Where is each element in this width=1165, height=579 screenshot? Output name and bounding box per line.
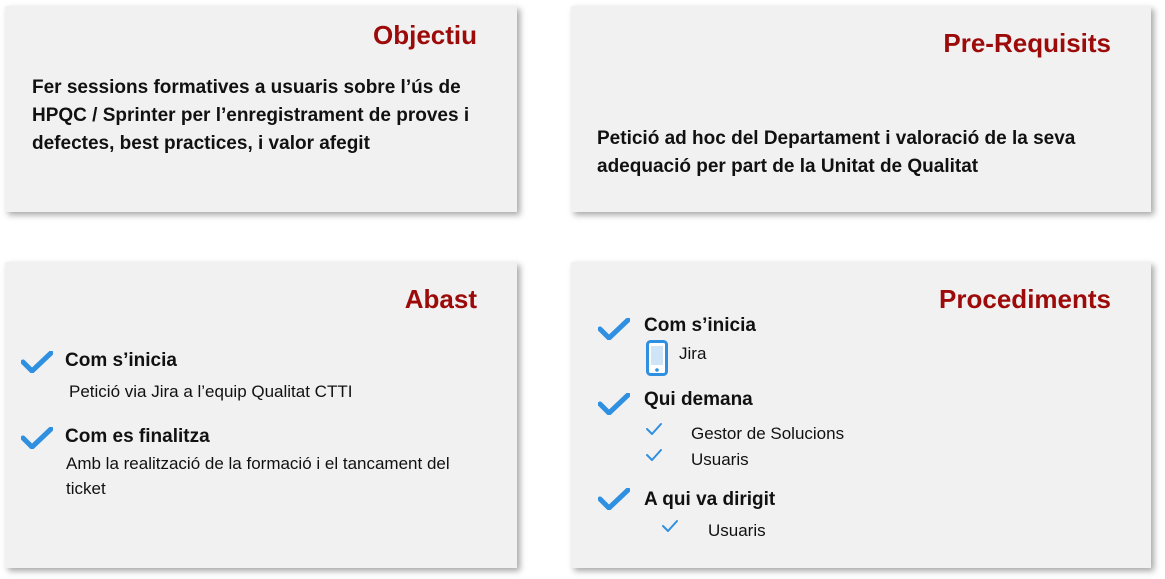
prerequisits-title: Pre-Requisits	[943, 28, 1111, 58]
phone-icon	[646, 340, 668, 376]
check-icon	[21, 427, 53, 449]
check-icon	[661, 519, 679, 533]
abast-item-2-desc: Amb la realització de la formació i el tancament del ticket	[66, 454, 450, 498]
procediments-card	[571, 262, 1151, 568]
check-icon	[21, 351, 53, 373]
proc-item-2-sub-1: Gestor de Solucions	[691, 424, 845, 443]
proc-item-1-sub-1: Jira	[679, 344, 707, 363]
prerequisits-text: Petició ad hoc del Departament i valoració de la seva adequació per part de la Unitat de Qualitat	[597, 128, 1076, 177]
abast-item-2-title: Com es finalitza	[65, 426, 210, 447]
proc-item-3-title: A qui va dirigit	[644, 489, 776, 510]
proc-item-2-sub-2: Usuaris	[691, 450, 749, 469]
objectiu-card	[5, 6, 517, 212]
check-icon	[598, 318, 630, 340]
proc-item-3-sub-1: Usuaris	[708, 521, 766, 540]
prerequisits-card	[571, 6, 1151, 212]
abast-item-1-desc: Petició via Jira a l’equip Qualitat CTTI	[69, 382, 353, 401]
check-icon	[598, 488, 630, 510]
abast-title: Abast	[404, 284, 477, 314]
abast-item-1-title: Com s’inicia	[65, 350, 177, 371]
check-icon	[645, 422, 663, 436]
proc-item-1-title: Com s’inicia	[644, 315, 756, 336]
check-icon	[645, 448, 663, 462]
procediments-title: Procediments	[939, 284, 1111, 314]
objectiu-title: Objectiu	[372, 20, 477, 50]
proc-item-2-title: Qui demana	[644, 389, 753, 410]
objectiu-text: Fer sessions formatives a usuaris sobre l’ús de HPQC / Sprinter per l’enregistrament de proves i defectes, best practices, i valor afegit	[32, 77, 470, 154]
check-icon	[598, 393, 630, 415]
abast-card	[5, 262, 517, 568]
